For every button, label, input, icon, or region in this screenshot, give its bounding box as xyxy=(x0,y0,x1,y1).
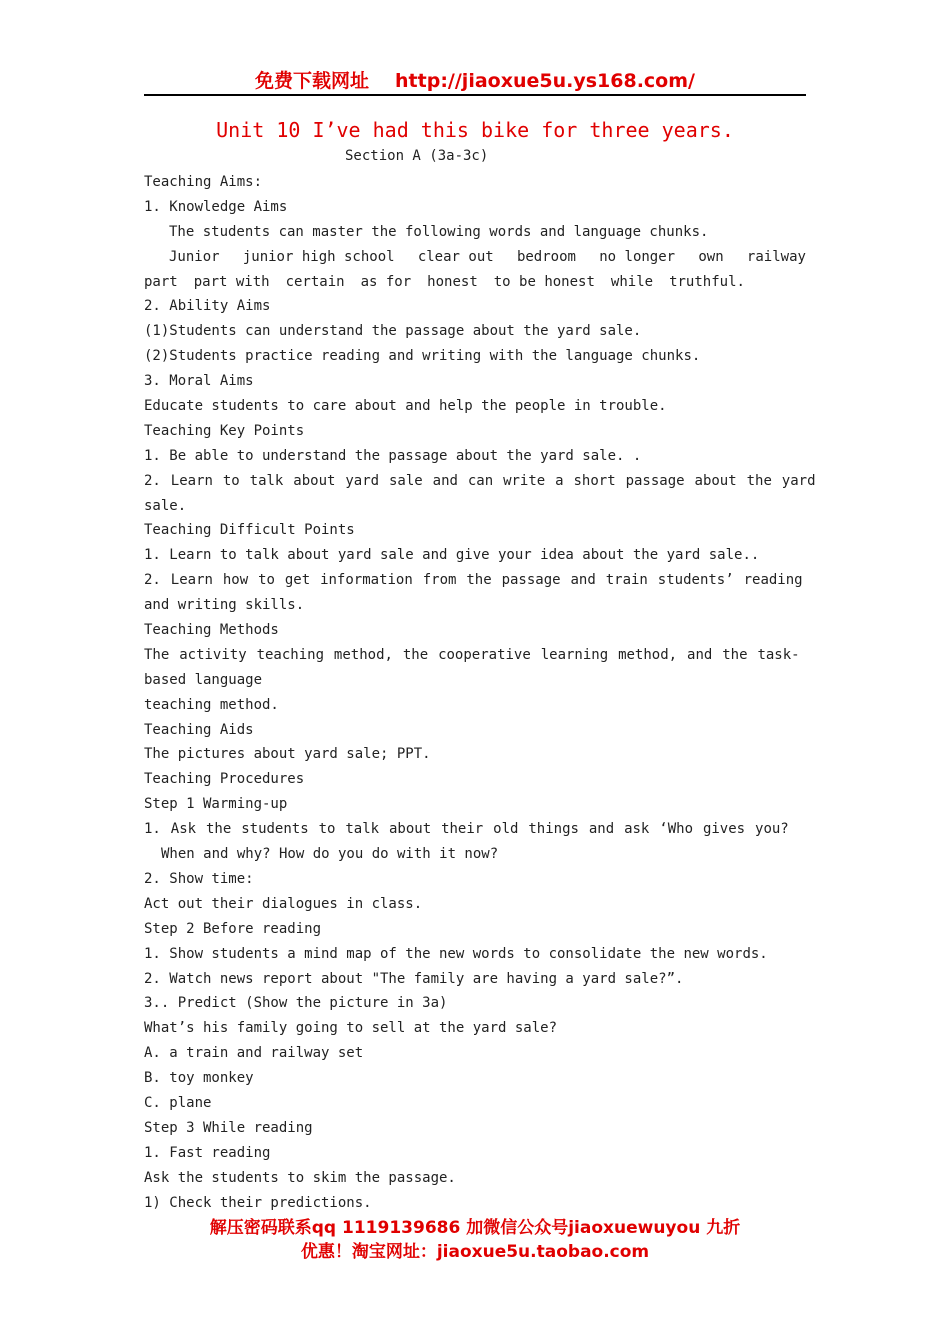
vocab-word: certain xyxy=(285,273,345,290)
section-heading: Teaching Difficult Points xyxy=(144,522,355,539)
text-line: (2)Students practice reading and writing with the language chunks. xyxy=(144,348,701,365)
document-body xyxy=(144,170,816,1215)
text-line: When and why? How do you do with it now? xyxy=(161,846,499,863)
vocab-word: honest xyxy=(427,273,478,290)
text-line: 3. Moral Aims xyxy=(144,373,254,390)
text-line: The pictures about yard sale; PPT. xyxy=(144,746,431,763)
text-line: 1. Knowledge Aims xyxy=(144,198,288,215)
text-line: What’s his family going to sell at the yard sale? xyxy=(144,1020,558,1037)
step-heading: Step 1 Warming-up xyxy=(144,796,288,813)
text-line: (1)Students can understand the passage about the yard sale. xyxy=(144,323,642,340)
option-item: B. toy monkey xyxy=(144,1070,254,1087)
text-line: 3.. Predict (Show the picture in 3a) xyxy=(144,995,448,1012)
document-title: Unit 10 I’ve had this bike for three years. xyxy=(216,118,734,142)
text-line: Teaching Aims: xyxy=(144,174,263,190)
page-footer xyxy=(144,1216,806,1264)
vocabulary-row xyxy=(144,270,806,295)
vocab-word: no longer xyxy=(599,248,676,265)
text-line: 2. Watch news report about "The family are having a yard sale?”. xyxy=(144,970,684,987)
text-line: teaching method. xyxy=(144,696,279,713)
option-item: C. plane xyxy=(144,1094,212,1111)
text-line: The activity teaching method, the cooperative learning method, and the task- xyxy=(144,646,800,663)
text-line: 2. Show time: xyxy=(144,870,254,887)
text-line: 1. Be able to understand the passage about the yard sale. . xyxy=(144,447,642,464)
vocab-word: truthful. xyxy=(669,273,745,290)
step-heading: Step 2 Before reading xyxy=(144,920,322,937)
vocab-word: Junior xyxy=(169,248,220,265)
text-line: sale. xyxy=(144,497,187,514)
text-line: Educate students to care about and help the people in trouble. xyxy=(144,398,667,415)
step-heading: Step 3 While reading xyxy=(144,1119,313,1136)
section-heading: Teaching Aids xyxy=(144,721,254,738)
text-line: 1. Learn to talk about yard sale and give your idea about the yard sale.. xyxy=(144,547,760,564)
section-heading: Teaching Procedures xyxy=(144,771,305,788)
header-divider xyxy=(144,94,806,96)
page-header xyxy=(144,66,806,94)
vocab-word: part with xyxy=(193,273,270,290)
text-line: 2. Ability Aims xyxy=(144,298,271,315)
header-url-link[interactable]: http://jiaoxue5u.ys168.com/ xyxy=(395,70,695,92)
footer-line: 优惠！淘宝网址：jiaoxue5u.taobao.com xyxy=(300,1242,650,1262)
vocab-word: while xyxy=(610,273,654,290)
text-line: 1. Show students a mind map of the new words to consolidate the new words. xyxy=(144,945,768,962)
text-line: 1. Fast reading xyxy=(144,1144,271,1161)
text-line: Act out their dialogues in class. xyxy=(144,895,423,912)
text-line: The students can master the following words and language chunks. xyxy=(169,223,709,240)
text-line: 2. Learn to talk about yard sale and can write a short passage about the yard xyxy=(144,472,816,489)
vocab-word: own xyxy=(698,248,724,265)
text-line: 2. Learn how to get information from the passage and train students’ reading xyxy=(144,572,803,589)
vocab-word: to be honest xyxy=(493,273,595,290)
section-subtitle: Section A (3a-3c) xyxy=(345,148,489,164)
option-item: A. a train and railway set xyxy=(144,1045,364,1062)
vocab-word: railway xyxy=(746,248,806,265)
footer-line: 解压密码联系qq 1119139686 加微信公众号jiaoxuewuyou 九折 xyxy=(209,1218,741,1238)
text-line: 1) Check their predictions. xyxy=(144,1194,372,1211)
section-heading: Teaching Key Points xyxy=(144,422,305,439)
vocab-word: clear out xyxy=(417,248,494,265)
vocabulary-row xyxy=(144,245,806,270)
section-heading: Teaching Methods xyxy=(144,622,279,639)
header-label: 免费下载网址 xyxy=(255,70,370,92)
text-line: 1. Ask the students to talk about their old things and ask ‘Who gives you? xyxy=(144,821,789,838)
text-line: Ask the students to skim the passage. xyxy=(144,1169,456,1186)
text-line: and writing skills. xyxy=(144,597,305,614)
vocab-word: bedroom xyxy=(516,248,576,265)
vocab-word: part xyxy=(144,273,178,290)
vocab-word: junior high school xyxy=(242,248,395,265)
text-line: based language xyxy=(144,671,263,688)
vocab-word: as for xyxy=(360,273,412,290)
